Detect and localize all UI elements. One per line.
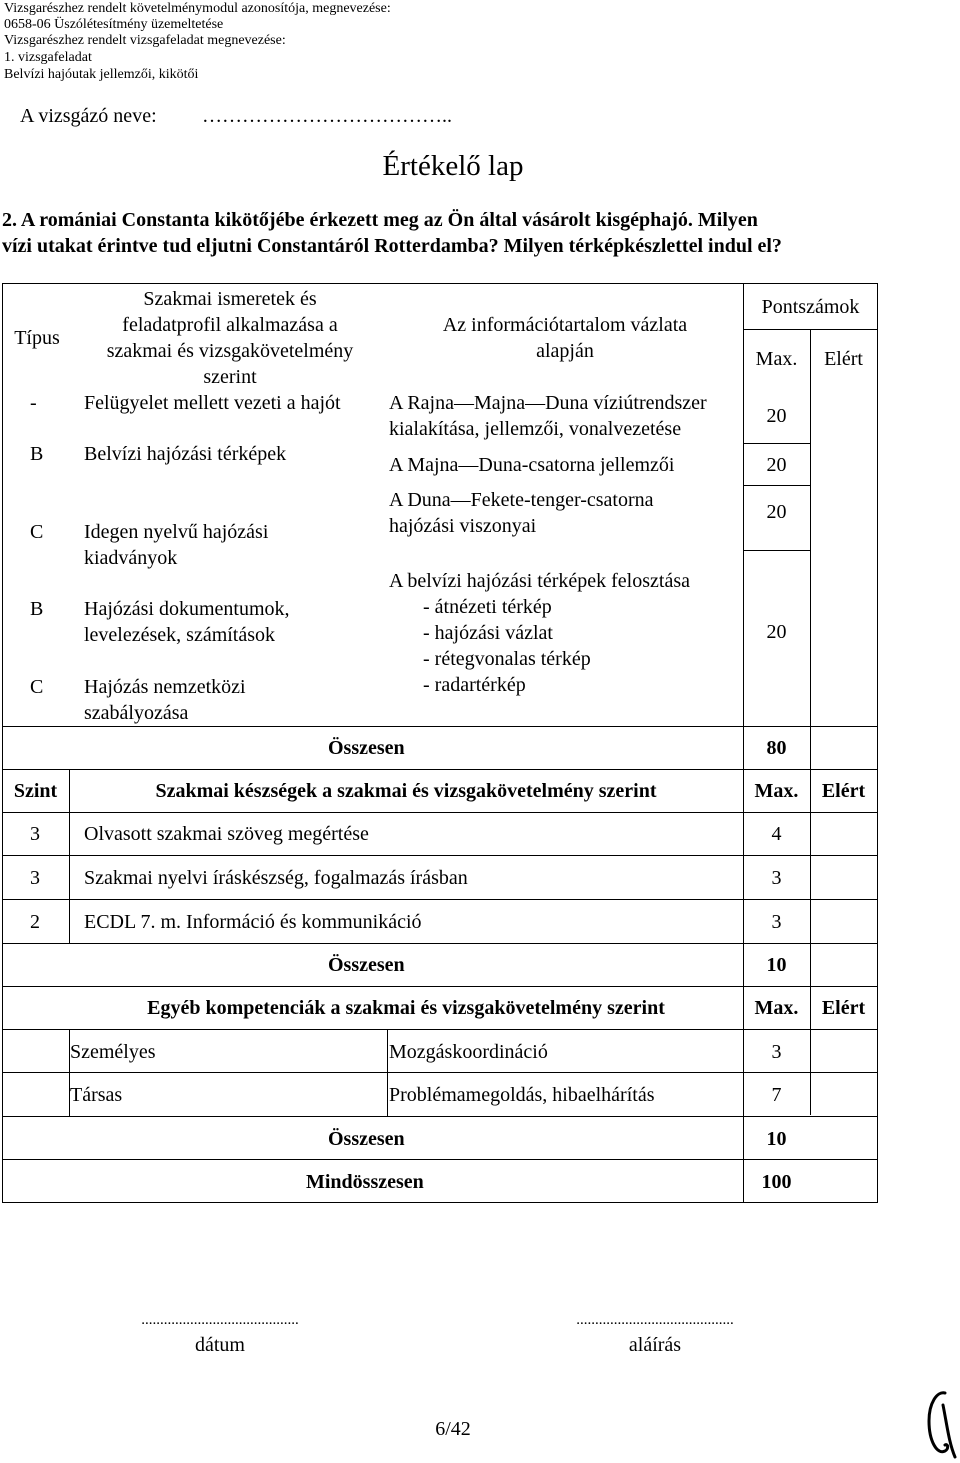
points-header: Pontszámok <box>761 296 860 318</box>
info-cell: A Rajna—Majna—Duna víziútrendszer <box>389 392 707 414</box>
knowledge-header-line-3: szakmai és vizsgakövetelmény <box>106 340 354 362</box>
info-cell: kialakítása, jellemzői, vonalvezetése <box>389 418 682 440</box>
info-header-line-1: Az információtartalom vázlata <box>442 314 688 336</box>
section1-total-value: 80 <box>766 737 787 759</box>
knowledge-cell: kiadványok <box>84 547 178 569</box>
knowledge-header-line-1: Szakmai ismeretek és <box>143 288 317 310</box>
date-dots: .......................................... <box>141 1312 299 1328</box>
signature-label: aláírás <box>628 1334 682 1356</box>
skills-max-header: Max. <box>754 780 799 802</box>
header-module-label: Vizsgarészhez rendelt követelménymodul azonosítója, megnevezése: <box>4 1 391 16</box>
other-max-header: Max. <box>754 997 799 1019</box>
max-header: Max. <box>755 348 798 370</box>
info-cell: A Duna—Fekete-tenger-csatorna <box>389 489 654 511</box>
competence-cell: Problémamegoldás, hibaelhárítás <box>389 1084 655 1106</box>
page-title: Értékelő lap <box>382 150 524 182</box>
info-cell: - hajózási vázlat <box>423 622 553 644</box>
skills-achieved-header: Elért <box>821 780 866 802</box>
date-label: dátum <box>195 1334 245 1356</box>
level-cell: 3 <box>30 823 40 845</box>
section2-total-label: Összesen <box>328 954 405 976</box>
type-cell: - <box>30 392 37 414</box>
knowledge-header-line-4: szerint <box>203 366 257 388</box>
level-header: Szint <box>13 780 58 802</box>
info-cell: - radartérkép <box>423 674 526 696</box>
level-cell: 2 <box>30 911 40 933</box>
skill-cell: ECDL 7. m. Információ és kommunikáció <box>84 911 422 933</box>
knowledge-cell: Hajózási dokumentumok, <box>84 598 290 620</box>
max-cell: 20 <box>766 621 787 643</box>
competence-category-cell: Társas <box>70 1084 123 1106</box>
candidate-name-label: A vizsgázó neve: <box>20 105 157 127</box>
candidate-name-dots: ……………………………….. <box>202 105 452 127</box>
page-number: 6/42 <box>435 1418 471 1440</box>
header-task-name: Belvízi hajóutak jellemzői, kikötői <box>4 67 199 82</box>
type-column-header: Típus <box>14 327 60 349</box>
info-cell: A Majna—Duna-csatorna jellemzői <box>389 454 675 476</box>
competence-max-cell: 7 <box>771 1084 782 1106</box>
section3-total-label: Összesen <box>328 1128 405 1150</box>
type-cell: B <box>30 598 44 620</box>
max-cell: 20 <box>766 501 787 523</box>
max-cell: 20 <box>766 454 787 476</box>
skill-max-cell: 3 <box>771 867 782 889</box>
question-line-1: 2. A romániai Constanta kikötőjébe érkezett meg az Ön által vásárolt kisgéphajó. Milyen <box>2 209 758 231</box>
knowledge-cell: szabályozása <box>84 702 189 724</box>
section2-total-value: 10 <box>766 954 787 976</box>
skill-max-cell: 4 <box>771 823 782 845</box>
header-task-number: 1. vizsgafeladat <box>4 50 92 65</box>
level-cell: 3 <box>30 867 40 889</box>
other-achieved-header: Elért <box>821 997 866 1019</box>
knowledge-cell: Belvízi hajózási térképek <box>84 443 287 465</box>
grand-total-label: Mindösszesen <box>306 1171 424 1193</box>
achieved-header: Elért <box>824 348 863 370</box>
knowledge-cell: Felügyelet mellett vezeti a hajót <box>84 392 341 414</box>
grand-total-value: 100 <box>761 1171 792 1193</box>
type-cell: B <box>30 443 44 465</box>
max-cell: 20 <box>766 405 787 427</box>
type-cell: C <box>30 676 44 698</box>
section1-total-label: Összesen <box>328 737 405 759</box>
handwritten-mark-icon <box>915 1385 960 1463</box>
competence-category-cell: Személyes <box>70 1041 156 1063</box>
competence-cell: Mozgáskoordináció <box>389 1041 548 1063</box>
question-line-2: vízi utakat érintve tud eljutni Constantáról Rotterdamba? Milyen térképkészlettel indul el? <box>2 235 782 257</box>
signature-dots: .......................................... <box>576 1312 734 1328</box>
type-cell: C <box>30 521 44 543</box>
section3-total-value: 10 <box>766 1128 787 1150</box>
skills-header: Szakmai készségek a szakmai és vizsgakövetelmény szerint <box>155 780 657 802</box>
info-cell: - átnézeti térkép <box>423 596 552 618</box>
info-cell: hajózási viszonyai <box>389 515 537 537</box>
skill-max-cell: 3 <box>771 911 782 933</box>
skill-cell: Szakmai nyelvi íráskészség, fogalmazás írásban <box>84 867 468 889</box>
other-competences-header: Egyéb kompetenciák a szakmai és vizsgakövetelmény szerint <box>147 997 665 1019</box>
skill-cell: Olvasott szakmai szöveg megértése <box>84 823 369 845</box>
info-header-line-2: alapján <box>536 340 594 362</box>
header-task-label: Vizsgarészhez rendelt vizsgafeladat megnevezése: <box>4 33 286 48</box>
knowledge-cell: levelezések, számítások <box>84 624 276 646</box>
knowledge-cell: Idegen nyelvű hajózási <box>84 521 269 543</box>
header-module-name: 0658-06 Üszólétesítmény üzemeltetése <box>4 17 224 32</box>
knowledge-header-line-2: feladatprofil alkalmazása a <box>122 314 338 336</box>
info-cell: A belvízi hajózási térképek felosztása <box>389 570 690 592</box>
competence-max-cell: 3 <box>771 1041 782 1063</box>
knowledge-cell: Hajózás nemzetközi <box>84 676 246 698</box>
info-cell: - rétegvonalas térkép <box>423 648 591 670</box>
